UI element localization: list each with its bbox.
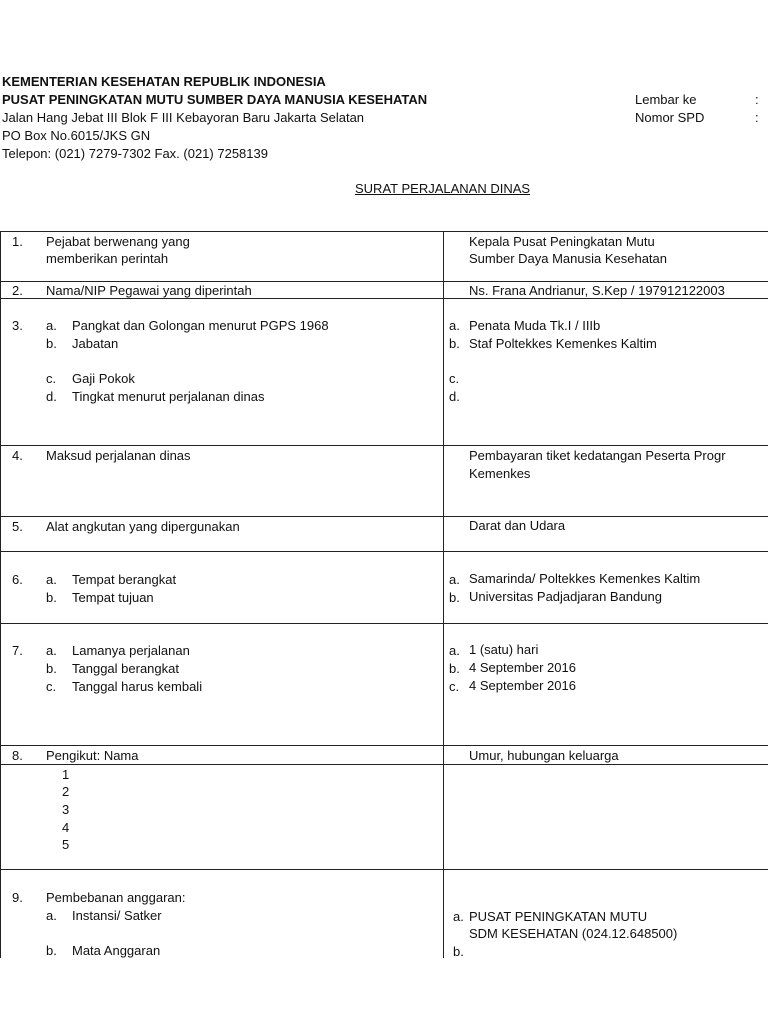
row-number: 6.	[12, 572, 23, 587]
row-value-header: Umur, hubungan keluarga	[469, 748, 619, 763]
table-border-top	[0, 231, 768, 232]
item-marker: a.	[449, 318, 460, 333]
row-label: Nama/NIP Pegawai yang diperintah	[46, 283, 252, 298]
item-marker: a.	[449, 572, 460, 587]
row-label: Tingkat menurut perjalanan dinas	[72, 389, 265, 404]
row-divider	[0, 445, 768, 446]
row-label: Tempat tujuan	[72, 590, 154, 605]
follower-number: 3	[62, 802, 70, 817]
row-number: 4.	[12, 448, 23, 463]
row-number: 7.	[12, 643, 23, 658]
item-marker: b.	[46, 661, 57, 676]
row-label: Maksud perjalanan dinas	[46, 448, 191, 463]
item-marker: a.	[46, 908, 57, 923]
lembar-label: Lembar ke	[635, 92, 697, 107]
item-marker: a.	[46, 318, 57, 333]
nomor-spd-label: Nomor SPD	[635, 110, 705, 125]
employee-name-nip: Ns. Frana Andrianur, S.Kep / 197912122003	[469, 283, 725, 298]
row-label: Tempat berangkat	[72, 572, 177, 587]
row-divider	[0, 623, 768, 624]
position-value: Staf Poltekkes Kemenkes Kaltim	[469, 336, 657, 351]
item-marker: b.	[449, 590, 460, 605]
item-marker: b.	[46, 943, 57, 958]
follower-number: 1	[62, 767, 70, 782]
ministry-name: KEMENTERIAN KESEHATAN REPUBLIK INDONESIA	[2, 74, 326, 89]
item-marker: d.	[449, 389, 460, 404]
item-marker: a.	[46, 643, 57, 658]
row-label: Instansi/ Satker	[72, 908, 162, 923]
transport-value: Darat dan Udara	[469, 518, 566, 533]
row-label: Alat angkutan yang dipergunakan	[46, 519, 240, 534]
item-marker: c.	[46, 679, 57, 694]
follower-number: 4	[62, 820, 70, 835]
agency-value: SDM KESEHATAN (024.12.648500)	[469, 926, 678, 941]
row-label: Pejabat berwenang yang	[46, 234, 190, 249]
rank-value: Penata Muda Tk.I / IIIb	[469, 318, 601, 333]
row-divider	[0, 869, 768, 870]
row-label: Jabatan	[72, 336, 119, 351]
row-number: 1.	[12, 234, 23, 249]
row-label: Pengikut: Nama	[46, 748, 139, 763]
row-label: memberikan perintah	[46, 251, 169, 266]
return-date: 4 September 2016	[469, 678, 576, 693]
item-marker: b.	[449, 336, 460, 351]
follower-number: 2	[62, 784, 70, 799]
row-label: Lamanya perjalanan	[72, 643, 190, 658]
row-label: Gaji Pokok	[72, 371, 135, 386]
item-marker: c.	[449, 679, 460, 694]
item-marker: b.	[46, 590, 57, 605]
column-divider	[443, 231, 444, 958]
row-divider	[0, 745, 768, 746]
departure-date: 4 September 2016	[469, 660, 576, 675]
row-label: Pangkat dan Golongan menurut PGPS 1968	[72, 318, 329, 333]
row-divider	[0, 764, 768, 765]
nomor-colon: :	[755, 110, 759, 125]
row-number: 9.	[12, 890, 23, 905]
row-label: Tanggal berangkat	[72, 661, 179, 676]
row-divider	[0, 516, 768, 517]
item-marker: b.	[449, 661, 460, 676]
item-marker: a.	[449, 643, 460, 658]
item-marker: c.	[46, 371, 57, 386]
row-divider	[0, 551, 768, 552]
phone-fax: Telepon: (021) 7279-7302 Fax. (021) 7258139	[2, 146, 268, 161]
row-number: 8.	[12, 748, 23, 763]
agency-value: PUSAT PENINGKATAN MUTU	[469, 909, 648, 924]
item-marker: a.	[453, 909, 464, 924]
row-number: 3.	[12, 318, 23, 333]
row-label: Pembebanan anggaran:	[46, 890, 186, 905]
center-name: PUSAT PENINGKATAN MUTU SUMBER DAYA MANUSIA KESEHATAN	[2, 92, 428, 107]
document-title: SURAT PERJALANAN DINAS	[355, 181, 531, 196]
item-marker: c.	[449, 371, 460, 386]
follower-number: 5	[62, 837, 70, 852]
row-value: Kepala Pusat Peningkatan Mutu	[469, 234, 655, 249]
item-marker: a.	[46, 572, 57, 587]
table-border-left	[0, 231, 1, 958]
item-marker: b.	[46, 336, 57, 351]
departure-place: Samarinda/ Poltekkes Kemenkes Kaltim	[469, 571, 701, 586]
row-divider	[0, 281, 768, 282]
row-number: 5.	[12, 519, 23, 534]
item-marker: b.	[453, 944, 464, 959]
po-box: PO Box No.6015/JKS GN	[2, 128, 151, 143]
row-divider	[0, 298, 768, 299]
row-value: Sumber Daya Manusia Kesehatan	[469, 251, 668, 266]
address-line: Jalan Hang Jebat III Blok F III Kebayoran Baru Jakarta Selatan	[2, 110, 365, 125]
purpose-value: Kemenkes	[469, 466, 531, 481]
duration-value: 1 (satu) hari	[469, 642, 539, 657]
purpose-value: Pembayaran tiket kedatangan Peserta Progr	[469, 448, 726, 463]
row-number: 2.	[12, 283, 23, 298]
lembar-colon: :	[755, 92, 759, 107]
item-marker: d.	[46, 389, 57, 404]
row-label: Tanggal harus kembali	[72, 679, 203, 694]
row-label: Mata Anggaran	[72, 943, 161, 958]
destination-place: Universitas Padjadjaran Bandung	[469, 589, 662, 604]
